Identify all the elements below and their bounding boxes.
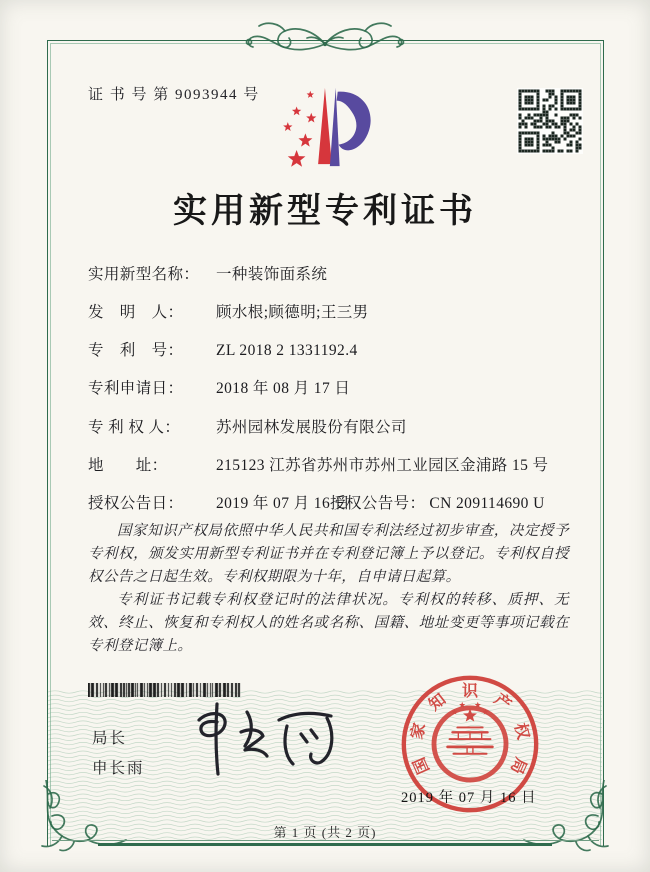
field-value: 215123 江苏省苏州市苏州工业园区金浦路 15 号 (216, 457, 549, 474)
field-value: 2019 年 07 月 16 日 (216, 495, 351, 512)
svg-text:国: 国 (410, 754, 434, 777)
cnipa-logo-icon (263, 82, 383, 170)
field-row-name (88, 262, 600, 284)
field-row-grant-date (88, 491, 600, 513)
page-number: 第 1 页 (共 2 页) (273, 825, 377, 840)
signer-name: 申长雨 (92, 760, 145, 777)
bottom-rule-thick (98, 843, 552, 846)
field-row-filing-date (88, 376, 600, 398)
field-value: 顾水根;顾德明;王三男 (216, 304, 369, 321)
certificate-number: 证 书 号 第 9093944 号 (88, 87, 260, 103)
svg-text:家: 家 (408, 721, 430, 742)
field-label: 实用新型名称： (88, 266, 200, 283)
svg-text:知: 知 (426, 690, 450, 715)
field-row-patentee (88, 415, 600, 437)
field-value: ZL 2018 2 1331192.4 (216, 342, 358, 359)
field-value: 2018 年 08 月 17 日 (216, 380, 351, 397)
field-grant-number (330, 491, 545, 513)
field-label: 授权公告号： (330, 495, 426, 512)
svg-text:局: 局 (506, 754, 530, 777)
field-value: CN 209114690 U (429, 495, 545, 512)
field-value: 苏州园林发展股份有限公司 (216, 419, 407, 436)
field-row-inventors (88, 300, 600, 322)
signer-title: 局长 (92, 730, 128, 747)
legal-text (88, 520, 569, 658)
svg-text:产: 产 (490, 690, 514, 715)
legal-paragraph: 国家知识产权局依照中华人民共和国专利法经过初步审查，决定授予专利权，颁发实用新型专利证书并在专利登记簿上予以登记。专利权自授权公告之日起生效。专利权期限为十年，自申请日起算。 (88, 523, 569, 585)
field-label: 地 址： (88, 457, 168, 474)
qr-code (517, 88, 583, 154)
field-label: 授权公告日： (88, 495, 184, 512)
certificate-title: 实用新型专利证书 (173, 193, 477, 230)
legal-paragraph: 专利证书记载专利权登记时的法律状况。专利权的转移、质押、无效、终止、恢复和专利权人的姓名或名称、国籍、地址变更等事项记载在专利登记簿上。 (88, 592, 569, 654)
field-label: 专 利 权 人： (88, 419, 181, 436)
field-value: 一种装饰面系统 (216, 266, 328, 283)
field-row-address (88, 453, 600, 475)
seal-date: 2019 年 07 月 16 日 (401, 790, 537, 806)
svg-text:权: 权 (510, 721, 532, 742)
svg-text:识: 识 (461, 682, 479, 700)
field-label: 发 明 人： (88, 304, 184, 321)
bottom-left-ornament-icon (38, 780, 128, 852)
field-label: 专 利 号： (88, 342, 184, 359)
top-border-ornament-icon (225, 20, 425, 64)
field-label: 专利申请日： (88, 380, 184, 397)
field-row-patent-number (88, 338, 600, 360)
handwritten-signature-icon (183, 698, 348, 786)
barcode (88, 683, 241, 697)
